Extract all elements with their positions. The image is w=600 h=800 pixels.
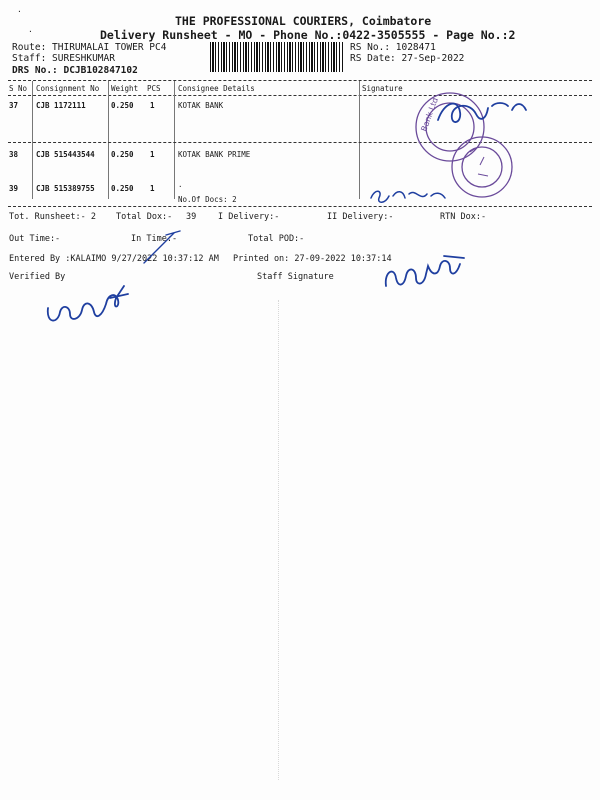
col-weight: Weight bbox=[111, 84, 139, 93]
col-consignment: Consignment No bbox=[36, 84, 100, 93]
row-consignment: CJB 515443544 bbox=[36, 150, 95, 159]
col-consignee: Consignee Details bbox=[178, 84, 255, 93]
in-time-scribble bbox=[140, 225, 190, 270]
row-consignee: . bbox=[178, 180, 183, 189]
barcode bbox=[210, 42, 343, 72]
out-time: Out Time:- bbox=[9, 234, 61, 244]
col-divider bbox=[359, 81, 360, 199]
row-pcs: 1 bbox=[150, 184, 155, 193]
staff-label: Staff: SURESHKUMAR bbox=[12, 53, 115, 64]
total-pod: Total POD:- bbox=[248, 234, 305, 244]
total-dox-value: 39 bbox=[186, 212, 197, 222]
row-pcs: 1 bbox=[150, 101, 155, 110]
staff-signature bbox=[380, 252, 470, 297]
row-weight: 0.250 bbox=[111, 184, 134, 193]
row-consignment: CJB 1172111 bbox=[36, 101, 86, 110]
runsheet-subtitle: Delivery Runsheet - MO - Phone No.:0422-3505555 - Page No.:2 bbox=[100, 28, 516, 42]
receiver-signature-2 bbox=[365, 180, 455, 210]
company-title: THE PROFESSIONAL COURIERS, Coimbatore bbox=[175, 14, 432, 28]
tot-runsheet: Tot. Runsheet:- 2 bbox=[9, 212, 96, 222]
col-divider bbox=[174, 81, 175, 199]
fold-line bbox=[278, 300, 279, 780]
stamp-text: Bank Ltd bbox=[419, 96, 440, 133]
row-pcs: 1 bbox=[150, 150, 155, 159]
scan-speck-2: · bbox=[28, 27, 33, 36]
row-sno: 37 bbox=[9, 101, 19, 110]
rs-date: RS Date: 27-Sep-2022 bbox=[350, 53, 465, 64]
row-sno: 38 bbox=[9, 150, 19, 159]
rs-number: RS No.: 1028471 bbox=[350, 42, 436, 53]
scan-speck: · bbox=[17, 7, 22, 16]
staff-signature-label: Staff Signature bbox=[257, 272, 334, 282]
row-consignee: KOTAK BANK bbox=[178, 101, 224, 110]
col-signature: Signature bbox=[362, 84, 403, 93]
row-consignee: KOTAK BANK PRIME bbox=[178, 150, 251, 159]
row-sno: 39 bbox=[9, 184, 19, 193]
verified-signature bbox=[40, 278, 140, 338]
route-label: Route: THIRUMALAI TOWER PC4 bbox=[12, 42, 167, 53]
row-consignment: CJB 515389755 bbox=[36, 184, 95, 193]
receiver-signature bbox=[430, 92, 530, 137]
col-pcs: PCS bbox=[147, 84, 161, 93]
ii-delivery: II Delivery:- bbox=[327, 212, 394, 222]
col-divider bbox=[32, 81, 33, 199]
col-sno: S No bbox=[9, 84, 28, 93]
rtn-dox: RTN Dox:- bbox=[440, 212, 487, 222]
total-dox-label: Total Dox:- bbox=[116, 212, 173, 222]
row-weight: 0.250 bbox=[111, 150, 134, 159]
col-divider bbox=[108, 81, 109, 199]
row-weight: 0.250 bbox=[111, 101, 134, 110]
i-delivery: I Delivery:- bbox=[218, 212, 280, 222]
drs-number: DRS No.: DCJB102847102 bbox=[12, 65, 138, 76]
printed-on: Printed on: 27-09-2022 10:37:14 bbox=[233, 254, 392, 264]
in-time: In Time:- bbox=[131, 234, 178, 244]
entered-by: Entered By :KALAIMO 9/27/2022 10:37:12 AM bbox=[9, 254, 219, 264]
table-top-rule bbox=[8, 80, 592, 81]
no-of-docs: No.Of Docs: 2 bbox=[178, 195, 237, 204]
verified-by: Verified By bbox=[9, 272, 66, 282]
